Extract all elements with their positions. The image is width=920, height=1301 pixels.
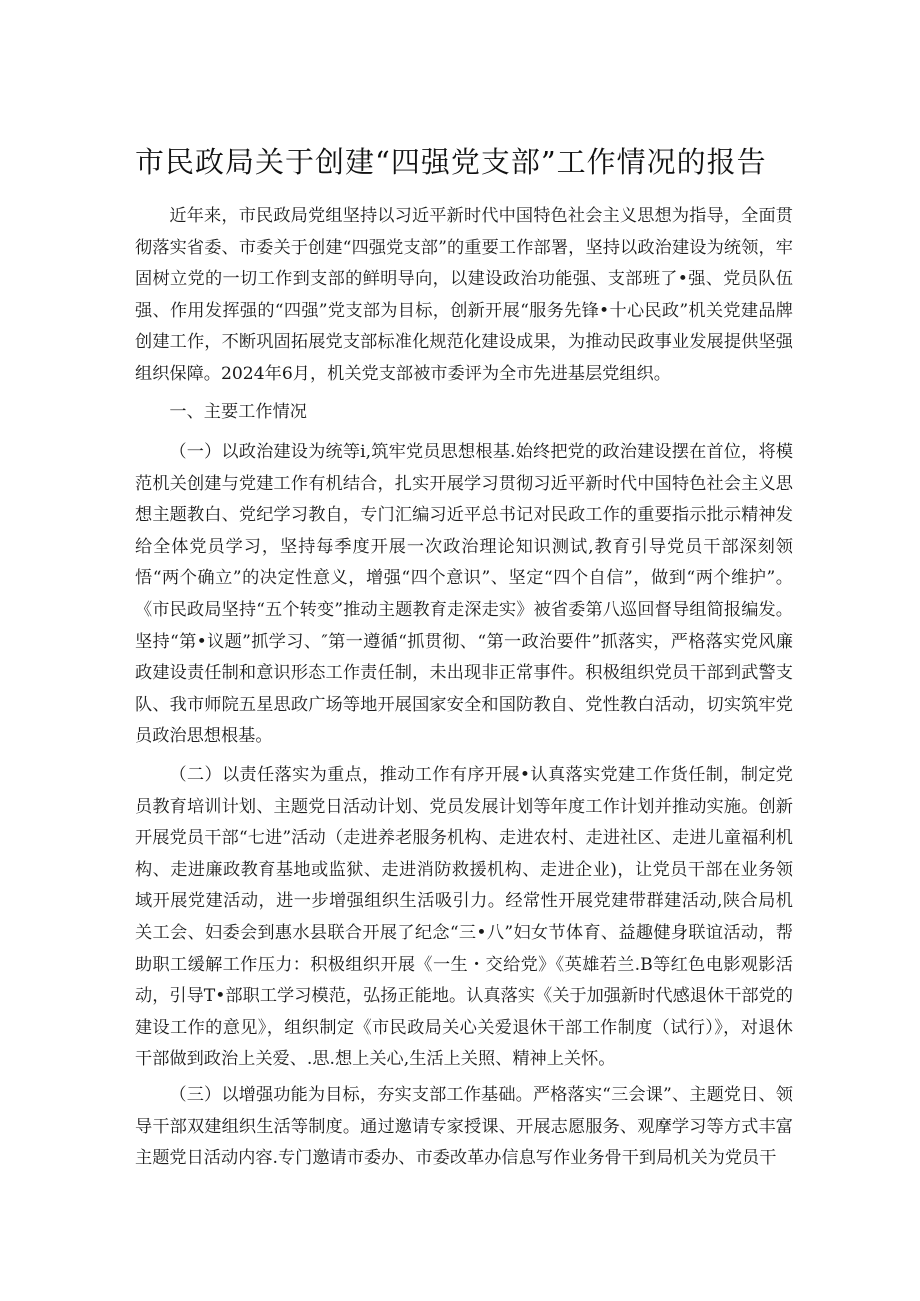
section-heading-main-work: 一、主要工作情况 <box>169 402 307 422</box>
paragraph-strengthen-function: （三）以增强功能为目标，夯实支部工作基础。严格落实“三会课”、主题党日、领导干部双建组织生活等制度。通过邀请专家授课、开展志愿服务、观摩学习等方式丰富主题党日活动内容.专门邀请市委办、市委改革办信息写作业务骨干到局机关为党员干 <box>135 1085 793 1169</box>
intro-paragraph: 近年来，市民政局党组坚持以习近平新时代中国特色社会主义思想为指导，全面贯彻落实省委、市委关于创建“四强党支部”的重要工作部署，坚持以政治建设为统领，牢固树立党的一切工作到支部的鲜明导向，以建设政治功能强、支部班了•强、党员队伍强、作用发挥强的“四强”党支部为目标，创新开展“服务先锋•十心民政”机关党建品牌创建工作，不断巩固拓展党支部标准化规范化建设成果，为推动民政事业发展提供坚强组织保障。2024年6月，机关党支部被市委评为全市先进基层党组织。 <box>135 206 793 384</box>
paragraph-responsibility: （二）以责任落实为重点，推动工作有序开展•认真落实党建工作货任制，制定党员教育培训计划、主题党日活动计划、党员发展计划等年度工作计划并推动实施。创新开展党员干部“七进”活动（走进养老服务机构、走进农村、走进社区、走进儿童福利机构、走进廉政教育基地或监狱、走进消防救援机构、走进企业)，让党员干部在业务领域开展党建活动，进一步增强组织生活吸引力。经常性开展党建带群建活动,陕合局机关工会、妇委会到惠水县联合开展了纪念“三•八”妇女节体育、益趣健身联谊活动，帮助职工缓解工作压力：积极组织开展《一生・交给党》《英雄若兰.B等红色电影观影活动，引导T•部职工学习模范，弘扬正能地。认真落实《关于加强新时代感退休干部党的建设工作的意见》，组织制定《市民政局关心关爱退休干部工作制度（试行）》，对退休干部做到政治上关爱、.思.想上关心,生活上关照、精神上关怀。 <box>135 765 793 1070</box>
paragraph-political-building: （一）以政治建设为统等i,筑牢党员思想根基.始终把党的政治建设摆在首位，将模范机关创建与党建工作有机结合，扎实开展学习贯彻习近平新时代中国特色社会主义思想主题教白、党纪学习教自，专门汇编习近平总书记对民政工作的重要指示批示精神发给全体党员学习，坚持每季度开展一次政治理论知识测试,教育引导党员干部深刻领悟“两个确立”的决定性意义，增强“四个意识”、坚定“四个自信”，做到“两个维护”。《市民政局坚持“五个转变”推动主题教育走深走实》被省委第八巡回督导组简报编发。坚持“第•议题”抓学习、″第一遵循“抓贯彻、“第一政治要件”抓落实，严格落实党风廉政建设责任制和意识形态工作责任制，未出现非正常事件。积极组织党员干部到武警支队、我市师院五星思政广场等地开展国家安全和国防教自、党性教白活动，切实筑牢党员政治思想根基。 <box>135 442 793 747</box>
document-title: 市民政局关于创建“四强党支部”工作情况的报告 <box>135 145 767 179</box>
